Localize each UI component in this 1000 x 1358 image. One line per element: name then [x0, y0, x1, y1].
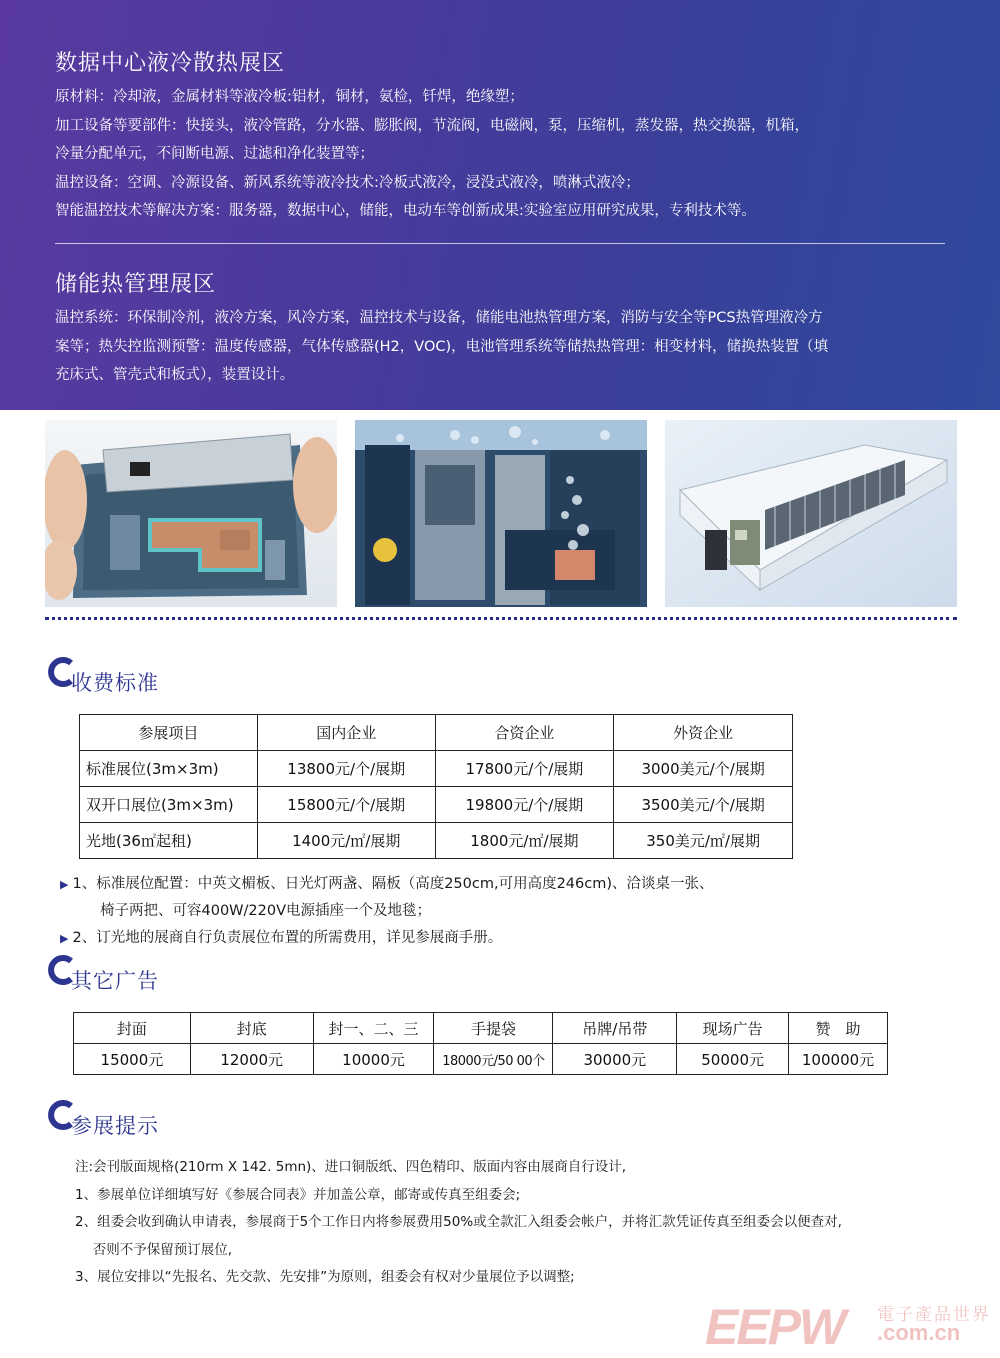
table-header-row [74, 1013, 888, 1044]
table-cell: 双开口展位(3m×3m) [80, 787, 258, 823]
table-cell: 17800元/个/展期 [435, 751, 614, 787]
column-header: 外资企业 [614, 715, 793, 751]
tip-line: 否则不予保留预订展位, [75, 1241, 233, 1258]
table-cell: 13800元/个/展期 [257, 751, 435, 787]
table-cell: 50000元 [677, 1044, 789, 1075]
tip-line: 2、组委会收到确认申请表，参展商于5个工作日内将参展费用50%或全款汇入组委会帐户，并将汇款凭证传真至组委会以便查对, [75, 1214, 842, 1230]
brand-cn-text: 電子產品世界 [877, 1305, 991, 1325]
column-header: 吊牌/吊带 [553, 1013, 677, 1044]
table-cell: 光地(36㎡起租) [80, 823, 258, 859]
table-cell: 3500美元/个/展期 [614, 787, 793, 823]
brand-text: EEPW [705, 1299, 845, 1355]
table-cell: 10000元 [313, 1044, 434, 1075]
table-cell: 15800元/个/展期 [257, 787, 435, 823]
column-header: 封面 [74, 1013, 191, 1044]
column-header: 合资企业 [435, 715, 614, 751]
section-title-energy-storage: 储能热管理展区 [55, 272, 217, 297]
brand-url-text: .com.cn [877, 1320, 961, 1345]
column-header: 封底 [190, 1013, 313, 1044]
tip-line: 1、参展单位详细填写好《参展合同表》并加盖公章，邮寄或传真至组委会; [75, 1186, 521, 1203]
energy-storage-description [55, 304, 955, 390]
column-header: 封一、二、三 [313, 1013, 434, 1044]
column-header: 手提袋 [434, 1013, 553, 1044]
table-row [80, 751, 793, 787]
ad-price-table [73, 1012, 888, 1075]
datacenter-description [55, 83, 955, 226]
table-cell: 100000元 [789, 1044, 888, 1075]
divider [55, 243, 945, 244]
text-line: 加工设备等要部件：快接头，液冷管路，分水器、膨胀阀，节流阀，电磁阀，泵，压缩机，蒸发器，热交换器，机箱， [55, 117, 809, 134]
table-row [80, 823, 793, 859]
text-line: 温控系统：环保制冷剂，液冷方案，风冷方案，温控技术与设备，储能电池热管理方案，消防与安全等PCS热管理液冷方 [55, 310, 823, 326]
tips-list [75, 1154, 975, 1292]
table-row [74, 1044, 888, 1075]
table-cell: 350美元/㎡/展期 [614, 823, 793, 859]
phone-vapor-chamber-photo [45, 420, 337, 607]
column-header: 现场广告 [677, 1013, 789, 1044]
section-title: 参展提示 [71, 1114, 159, 1138]
header-banner [0, 0, 1000, 410]
table-cell: 19800元/个/展期 [435, 787, 614, 823]
section-title: 其它广告 [71, 969, 159, 993]
table-header-row [80, 715, 793, 751]
table-row [80, 787, 793, 823]
table-cell: 1400元/㎡/展期 [257, 823, 435, 859]
fee-table [79, 714, 793, 859]
table-cell: 18000元/50 00个 [434, 1044, 553, 1075]
column-header: 赞 助 [789, 1013, 888, 1044]
fee-notes [60, 871, 714, 952]
tip-line: 注:会刊版面规格(210rm X 142. 5mn)、进口铜版纸、四色精印、版面内容由展商自行设计, [75, 1159, 627, 1175]
table-cell: 1800元/㎡/展期 [435, 823, 614, 859]
table-cell: 3000美元/个/展期 [614, 751, 793, 787]
table-cell: 15000元 [74, 1044, 191, 1075]
note-text: 椅子两把、可容400W/220V电源插座一个及地毯； [100, 903, 431, 919]
text-line: 充床式、管壳式和板式），装置设计。 [55, 367, 295, 384]
text-line: 案等；热失控监测预警：温度传感器，气体传感器(H2，VOC)，电池管理系统等储热热管理：相变材料，储换热装置（填 [55, 338, 829, 355]
table-cell: 12000元 [190, 1044, 313, 1075]
column-header: 国内企业 [257, 715, 435, 751]
text-line: 原材料：冷却液，金属材料等液冷板:铝材，铜材，氨检，钎焊，绝缘塑； [55, 89, 524, 105]
section-title-datacenter: 数据中心液冷散热展区 [55, 51, 286, 76]
text-line: 冷量分配单元，不间断电源、过滤和净化装置等； [55, 146, 374, 163]
immersion-cooling-server-photo [355, 420, 647, 607]
tip-line: 3、展位安排以“先报名、先交款、先安排”为原则，组委会有权对少量展位予以调整; [75, 1269, 575, 1285]
column-header: 参展项目 [80, 715, 258, 751]
note-text: 1、标准展位配置：中英文楣板、日光灯两盏、隔板（高度250cm,可用高度246cm)、洽谈桌一张、 [72, 876, 714, 892]
energy-storage-container-render [665, 420, 957, 607]
table-cell: 标准展位(3m×3m) [80, 751, 258, 787]
table-cell: 30000元 [553, 1044, 677, 1075]
note-text: 2、订光地的展商自行负责展位布置的所需费用，详见参展商手册。 [72, 930, 503, 946]
eepw-watermark-logo [705, 1298, 995, 1354]
dotted-divider [45, 617, 957, 620]
section-title: 收费标准 [71, 671, 159, 695]
triangle-bullet-icon: ▶ [60, 878, 69, 891]
text-line: 智能温控技术等解决方案：服务器，数据中心，储能，电动车等创新成果:实验室应用研究成果，专利技术等。 [55, 203, 756, 220]
triangle-bullet-icon: ▶ [60, 932, 69, 945]
text-line: 温控设备：空调、冷源设备、新风系统等液冷技术:冷板式液冷，浸没式液冷，喷淋式液冷； [55, 174, 640, 191]
